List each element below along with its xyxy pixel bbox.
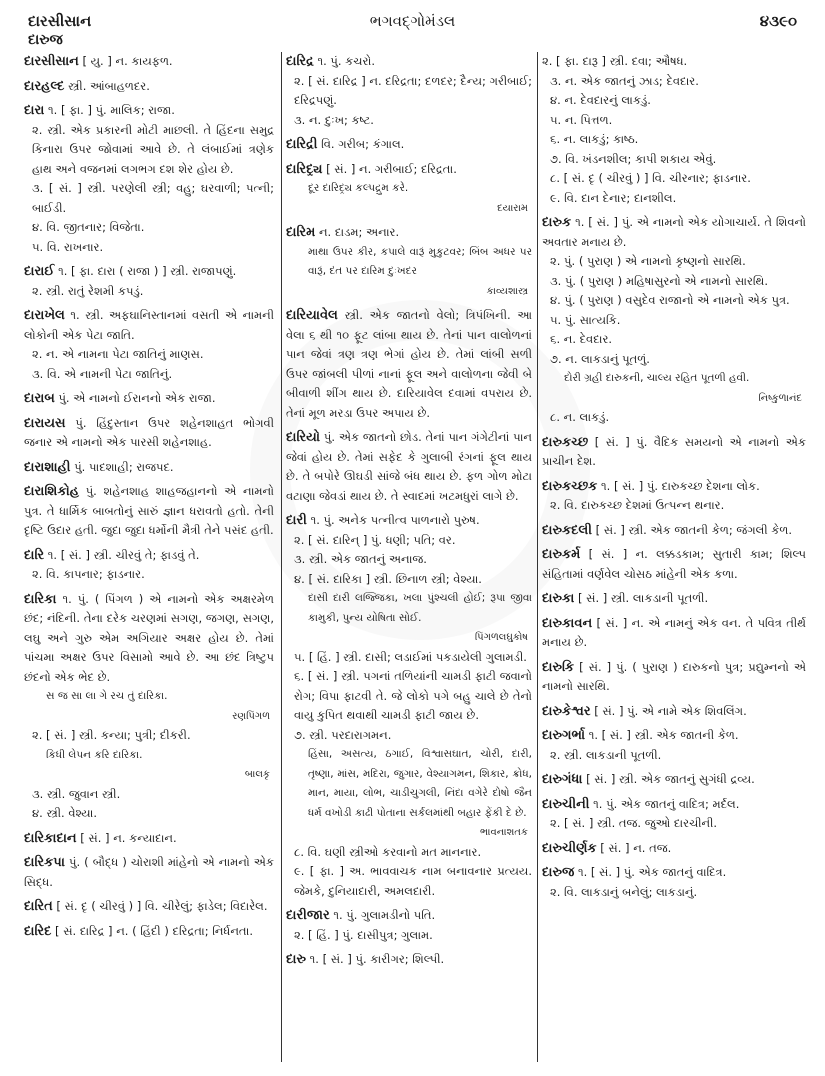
entry-sense — [542, 477, 806, 497]
entry-sense — [286, 906, 532, 926]
entry-sense — [24, 77, 274, 97]
dictionary-entry — [24, 897, 274, 917]
entry-sense — [24, 922, 274, 942]
entry-sense: ૩. સ્ત્રી. જુવાન સ્ત્રી. — [32, 786, 121, 801]
book-title: ભગવદ્ગોમંડલ — [369, 12, 456, 30]
headword: દારિત — [24, 899, 53, 914]
entry-sense — [24, 365, 274, 385]
definition-text: ૩. સ્ત્રી. એક જાતનું અનાજ. — [294, 552, 427, 566]
entry-sense — [542, 863, 806, 883]
definition-text: ૧. પું. એક જાતનું વાદિત્ર; મર્દલ. — [593, 796, 740, 811]
headword: દારિયાવેલ — [286, 308, 338, 323]
dictionary-entry — [24, 546, 274, 585]
quotation — [24, 687, 274, 707]
definition-text: ૧. [ સં. ] પું. એ નામનો એક યોગાચાર્ય. તે શિવનો અવતાર મનાય છે. — [542, 215, 806, 249]
column-1 — [24, 52, 274, 1064]
definition-text: ૫. પું. સાત્યકિ. — [550, 312, 621, 327]
headword: દારિ — [24, 547, 45, 563]
quotation-text: કિધી લેપન કરિ દારિકા. — [46, 748, 143, 761]
column-divider — [537, 52, 538, 1062]
headword: દારિયો — [286, 430, 321, 445]
dictionary-entry — [286, 135, 532, 155]
definition-text: ૨. વિ. કાપનાર; ફાડનાર. — [32, 567, 145, 581]
dictionary-entry — [542, 52, 806, 208]
definition-text: ૧. પું. કચરો. — [317, 54, 375, 68]
entry-sense — [286, 72, 532, 111]
dictionary-entry — [24, 482, 274, 541]
definition-text: ૮. [ સં. દૃ ( ચીરવું ) ] વિ. ચીરનાર; ફાડનાર. — [550, 171, 751, 185]
entry-sense — [542, 150, 806, 170]
headword: દારુકેશ્વર — [542, 703, 591, 719]
entry-sense — [24, 345, 274, 365]
entry-sense — [542, 814, 806, 834]
entry-sense: ૯. [ ફા. ] અ. ભાવવાચક નામ બનાવનાર પ્રત્યય. જેમકે, દુનિયાદારી, અમલદારી. — [294, 864, 532, 898]
definition-text: [ સં. ] ન. તજ. — [600, 840, 672, 855]
quotation-source: રણપિંગળ — [232, 710, 270, 722]
headword: દારાખેલ — [24, 308, 65, 323]
quotation-source: બાલકૃ — [244, 769, 270, 780]
dictionary-entry — [24, 853, 274, 892]
definition-text: ૭. ન. લાકડાનું પૂતળું. — [550, 351, 650, 366]
dictionary-entry — [542, 614, 806, 653]
entry-sense — [286, 111, 532, 131]
column-divider — [281, 52, 282, 1062]
definition-text: [ સં. ] પું. એ નામે એક શિવલિંગ. — [594, 703, 747, 718]
headword: દારિદ્રી — [286, 137, 318, 152]
entry-sense — [542, 545, 806, 584]
headword: દારિકાદાન — [24, 830, 77, 846]
definition-text: ૧. [ ફા. દારા ( રાજા ) ] સ્ત્રી. રાજાપણું. — [58, 264, 237, 278]
definition-text: ૩. વિ. એ નામની પેટા જાતિનું. — [32, 366, 173, 381]
dictionary-entry — [542, 521, 806, 541]
entry-sense — [286, 428, 532, 506]
definition-text: પું. ( બૌદ્ધ ) ચોરાશી માંહેનો એ નામનો એક સિદ્ધ. — [24, 855, 275, 889]
definition-text: પું. એક જાતનો છોડ. તેનાં પાન ગંગેટીનાં પાન જેવાં હોય છે. તેમાં સફેદ કે ગુલાબી રંગનાં ફૂલ થાય છે. તે બપોરે ઊઘડી સાંજે બંધ થાય છે. ફળ ગોળ મોટા વટાણા જેવડાં થાય છે. તે સ્વાદમાં ખટમધુરાં લાગે છે. — [286, 430, 532, 503]
dictionary-entry — [542, 702, 806, 722]
definition-text: પું. શહેનશાહ શાહજહાનનો એ નામનો પુત્ર. તે ધાર્મિક બાબતોનું સારું જ્ઞાન ધરાવતો હતો. તેની દૃષ્ટિ ઉદાર હતી. જુદા જુદા ધર્મોની મૈત્રી તેને પસંદ હતી. — [24, 484, 274, 537]
definition-text: ૨. સ્ત્રી. લાકડાની પૂતળી. — [550, 747, 662, 762]
quotation-source: દયારામ — [497, 202, 528, 214]
definition-text: ૨. [ સં. દારિન્ ] પું. ધણી; પતિ; વર. — [294, 532, 456, 547]
entry-sense — [542, 496, 806, 516]
definition-text: [ સં. ] પું. ( પુરાણ ) દારુકનો પુત્ર; પ્રદ્યુમ્નનો એ નામનો સારથિ. — [542, 659, 807, 693]
entry-sense — [286, 223, 532, 243]
entry-sense — [24, 853, 274, 892]
entry-sense — [542, 521, 806, 541]
entry-sense — [24, 897, 274, 917]
definition-text: [ સં. ] ન. એ નામનું એક વન. તે પવિત્ર તીર્થ મનાય છે. — [542, 615, 806, 649]
entry-sense — [286, 52, 532, 72]
headword: દારસીસાન — [24, 54, 79, 69]
headword: દારુક — [542, 215, 572, 230]
entry-sense — [24, 52, 274, 72]
headword: દારુકિ — [542, 659, 575, 675]
definition-text: ૪. ન. દેવદારનું લાકડું. — [550, 93, 651, 107]
entry-sense — [542, 433, 806, 472]
headword: દારુ — [286, 952, 306, 967]
entry-sense — [542, 883, 806, 903]
entry-sense — [24, 546, 274, 566]
headword: દારિદ — [24, 923, 52, 939]
entry-sense — [24, 282, 274, 302]
entry-sense — [24, 482, 274, 541]
definition-text: વિ. ગરીબ; કંગાલ. — [321, 137, 405, 151]
definition-text: ૨. સ્ત્રી. એક પ્રકારની મોટી માછલી. તે હિંદના સમુદ્ર કિનારા ઉપર જોવામાં આવે છે. તે લંબાઈમાં ત્રણેક હાથ અને વજનમાં લગભગ દશ શેર હોય છે. — [32, 122, 274, 176]
dictionary-entry — [24, 306, 274, 384]
entry-sense — [542, 746, 806, 766]
headword: દારિકપા — [24, 855, 65, 870]
entry-sense: ૨. [ સં. ] સ્ત્રી. કન્યા; પુત્રી; દીકરી. — [32, 728, 191, 742]
definition-text: ૭. વિ. ખંડનશીલ; કાપી શકાય એવું. — [550, 151, 717, 166]
entry-sense: ૪. સ્ત્રી. વેશ્યા. — [32, 806, 98, 820]
dictionary-entry — [24, 389, 274, 409]
entry-sense — [286, 306, 532, 423]
entry-sense — [542, 658, 806, 697]
headword: દારાઈ — [24, 264, 55, 279]
definition-text: [ સં. ] પું. વૈદિક સમયનો એ નામનો એક પ્રાચીન દેશ. — [542, 434, 807, 468]
definition-text: પું. પાદશાહી; રાજપદ. — [74, 459, 174, 474]
entry-sense — [542, 272, 806, 292]
dictionary-entry — [542, 863, 806, 902]
dictionary-entry — [24, 262, 274, 301]
definition-text: ૧. [ સં. ] સ્ત્રી. એક જાતની કેળ. — [588, 728, 739, 742]
definition-text: સ્ત્રી. એક જાતનો વેલો; ત્રિપંખિની. આ વેલા ૬ થી ૧૦ ફૂટ લાંબા થાય છે. તેનાં પાન વાલોળનાં પાન જેવાં ત્રણ ત્રણ ભેગાં હોય છે. તેમાં લાંબી સળી ઉપર જાંબલી પીળાં નાનાં ફૂલ અને વાલોળના જેવી બે બીવાળી શીંગ થાય છે. દારિયાવેલ દવામાં વપરાય છે. તેનાં મૂળ મરડા ઉપર અપાય છે. — [286, 308, 532, 420]
entry-sense — [24, 218, 274, 238]
dictionary-entry — [542, 545, 806, 584]
dictionary-entry — [24, 414, 274, 453]
entry-sense — [286, 926, 532, 946]
headword: દારુજ — [542, 865, 575, 880]
quotation-text: સ જ સા લા ગે રચ તું દારિકા. — [46, 690, 168, 702]
definition-text: ૨. [ સં. દારિદ્ર ] ન. દરિદ્રતા; દળદર; દૈન્ય; ગરીબાઈ; દરિદ્રપણું. — [294, 73, 532, 107]
entry-sense — [24, 179, 274, 218]
dictionary-entry — [24, 829, 274, 849]
definition-text: [ સં. ] ન. લક્કડકામ; સુતારી કામ; શિલ્પ સંહિતામાં વર્ણવેલ ચોસઠ માંહેની એક કળા. — [542, 547, 807, 581]
dictionary-entry — [24, 458, 274, 478]
definition-text: ૪. પું. ( પુરાણ ) વસુદેવ રાજાનો એ નામનો એક પુત્ર. — [550, 293, 790, 307]
entry-sense — [542, 770, 806, 790]
definition-text: ૬. ન. લાકડું; કાષ્ઠ. — [550, 132, 639, 146]
definition-text: ૧. પું. ગુલામડીનો પતિ. — [333, 908, 436, 922]
entry-sense — [542, 130, 806, 150]
definition-text: ૨. પું. ( પુરાણ ) એ નામનો કૃષ્ણનો સારથિ. — [550, 254, 746, 268]
headword: દારુકા — [542, 591, 575, 606]
entry-sense — [542, 252, 806, 272]
entry-sense — [24, 262, 274, 282]
headword: દારુચીની — [542, 796, 590, 812]
definition-text: ૧. સ્ત્રી. અફઘાનિસ્તાનમાં વસતી એ નામની લોકોની એક પેટા જાતિ. — [24, 308, 275, 342]
entry-sense — [542, 91, 806, 111]
dictionary-entry — [286, 906, 532, 945]
headword: દારિદ્ર્ય — [286, 161, 323, 177]
dictionary-entry — [24, 101, 274, 257]
quotation-source: નિષ્કુળાનંદ — [758, 392, 802, 404]
headword: દારાયસ — [24, 415, 66, 431]
headword: દારુગંધા — [542, 772, 583, 787]
headword: દારુકદલી — [542, 522, 592, 538]
definition-text: [ સં. ] સ્ત્રી. લાકડાની પૂતળી. — [578, 591, 709, 605]
dictionary-entry — [542, 477, 806, 516]
definition-text: ૩. પું. ( પુરાણ ) મહિષાસુરનો એ નામનો સારથિ. — [550, 273, 768, 288]
quotation-text: માથા ઉપર કીર, કપાલે વારૂં મુકુટવર; બિંબ અધર પર વારૂં, દંત પર દારિમ દુઃખદર — [308, 245, 532, 277]
headword: દારિકા — [24, 591, 57, 607]
definition-text: ૧. [ સં. ] સ્ત્રી. ચીરવું તે; ફાડવું તે. — [47, 547, 200, 562]
definition-text: પું. એ નામનો ઈરાનનો એક રાજા. — [58, 391, 216, 405]
headword: દારહલ્દ — [24, 78, 65, 94]
dictionary-entry — [24, 52, 274, 72]
entry-sense: ૬. [ સં. ] સ્ત્રી. પગનાં તળિયાંની ચામડી ફાટી જવાનો રોગ; વિપા ફાટવી તે. જે લોકો પગે બહુ ચાલે છે તેનો વાયુ કુપિત થવાથી ચામડી ફાટી જાય છે. — [294, 669, 532, 722]
definition-text: [ સં. ] ન. ગરીબાઈ; દરિદ્રતા. — [326, 161, 457, 176]
entry-sense — [286, 531, 532, 551]
definition-text: ૨. [ ફા. દારૂ ] સ્ત્રી. દવા; ઔષધ. — [542, 54, 688, 68]
entry-sense — [24, 458, 274, 478]
entry-sense — [542, 839, 806, 859]
headword: દારા — [24, 103, 45, 118]
quotation — [286, 745, 532, 823]
entry-sense — [286, 160, 532, 180]
definition-text: ૩. ન. એક જાતનું ઝાડ; દેવદાર. — [550, 73, 699, 88]
definition-text: ૧. [ સં. ] પું. કારીગર; શિલ્પી. — [309, 952, 445, 966]
dictionary-entry — [286, 428, 532, 506]
column-3 — [542, 52, 806, 1064]
dictionary-entry — [286, 160, 532, 219]
dictionary-entry — [286, 223, 532, 301]
definition-text: ૨. [ હિં. ] પું. દાસીપુત્ર; ગુલામ. — [294, 927, 433, 942]
quotation-text: દૂર દારિદ્ર્ય કલ્પદ્રુમ કરે. — [308, 182, 409, 194]
dictionary-entry — [542, 589, 806, 609]
entry-sense — [286, 570, 532, 590]
column-2 — [286, 52, 532, 1064]
entry-sense — [542, 189, 806, 209]
dictionary-entry — [542, 726, 806, 765]
definition-text: ન. દાડમ; અનાર. — [318, 225, 400, 239]
entry-sense — [542, 311, 806, 331]
dictionary-columns — [24, 52, 809, 1064]
entry-sense — [24, 121, 274, 180]
entry-sense — [542, 350, 806, 370]
entry-sense — [24, 829, 274, 849]
quotation — [286, 243, 532, 282]
definition-text: [ સં. દારિદ્ર ] ન. ( હિંદી ) દરિદ્રતા; નિર્ધનતા. — [55, 923, 253, 938]
headword: દારી — [286, 513, 307, 528]
dictionary-entry — [286, 52, 532, 130]
quotation-text: હિંસા, અસત્ય, ઠગાઈ, વિશ્વાસઘાત, ચોરી, દારી, તૃષ્ણા, માંસ, મદિરા, જુગાર, વેશ્યાગમન, શિકાર, ક્રોધ, માન, માયા, લોભ, ચાડીચુગલી, નિંદા વગેરે દોષો જૈન ધર્મ વખોડી કાઢી પોતાના સર્કલમાંથી બહાર ફેંકી દે છે. — [308, 748, 532, 819]
headword: દારાશિકોહ — [24, 484, 79, 499]
definition-text: ૯. વિ. દાન દેનાર; દાનશીલ. — [550, 190, 677, 205]
dictionary-entry — [24, 922, 274, 942]
entry-sense: ૫. [ હિં. ] સ્ત્રી. દાસી; લડાઈમાં પકડાયેલી ગુલામડી. — [294, 649, 527, 664]
entry-sense: ૮. વિ. ઘણી સ્ત્રીઓ કરવાનો મત માનનાર. — [294, 844, 482, 859]
quotation-source: ભાવનાશતક — [480, 827, 528, 838]
entry-sense — [542, 72, 806, 92]
dictionary-entry — [286, 511, 532, 901]
definition-text: ૨. વિ. લાકડાનું બનેલું; લાકડાનું. — [550, 884, 698, 899]
entry-sense — [24, 565, 274, 585]
definition-text: ૩. [ સં. ] સ્ત્રી. પરણેલી સ્ત્રી; વહુ; ઘરવાળી; પત્ની; બાઈડી. — [32, 181, 274, 215]
entry-sense — [286, 511, 532, 531]
headword: દારાશાહી — [24, 459, 71, 475]
definition-text: ૧. પું. ( પિંગળ ) એ નામનો એક અક્ષરમેળ છંદ; નંદિની. તેના દરેક ચરણમાં સગણ, જગણ, સગણ, લઘુ અને ગુરુ એમ અગિયાર અક્ષર હોય છે. તેમાં પાંચમા અક્ષર ઉપર વિસામો આવે છે. આ છંદ ત્રિષ્ટુપ છંદનો એક ભેદ છે. — [24, 591, 274, 684]
headword: દારુકાવન — [542, 615, 593, 631]
headword: દારીજાર — [286, 908, 330, 923]
headword: દારુકચ્છક — [542, 478, 598, 494]
entry-sense — [542, 795, 806, 815]
definition-text: ૧. પું. અનેક પત્નીત્વ પાળનારો પુરુષ. — [310, 513, 480, 527]
definition-text: [ સં. ] સ્ત્રી. એક જાતનું સુગંધી દ્રવ્ય. — [586, 772, 755, 786]
definition-text: ૩. ન. દુઃખ; કષ્ટ. — [294, 112, 374, 127]
entry-sense — [542, 726, 806, 746]
entry-sense — [542, 213, 806, 252]
definition-text: ૫. વિ. રાખનાર. — [32, 239, 104, 254]
dictionary-entry — [286, 306, 532, 423]
entry-sense: ૮. ન. લાકડું. — [550, 410, 610, 424]
quotation-text: દોરી ગ્રહી દારુકની, ચાલ્ય રહિત પૂતળી હવી. — [564, 372, 750, 384]
headword: દારુગર્ભા — [542, 728, 586, 743]
entry-sense — [24, 306, 274, 345]
quotation — [286, 589, 532, 628]
definition-text: ૬. ન. દેવદાર. — [550, 332, 613, 346]
dictionary-entry — [286, 950, 532, 970]
entry-sense — [24, 238, 274, 258]
dictionary-entry — [542, 770, 806, 790]
entry-sense — [24, 590, 274, 688]
dictionary-entry — [24, 77, 274, 97]
running-head — [28, 12, 797, 34]
quotation-text: દાસી દારી લજ્જિકા, ખલા પુંશ્ચલી હોઈ; રૂપા જીવા કામુકી, પુન્ય યોષિતા સોઈ. — [308, 592, 532, 624]
dictionary-entry — [542, 839, 806, 859]
definition-text: ૪. વિ. જીતનાર; વિજેતા. — [32, 220, 145, 234]
entry-sense — [542, 111, 806, 131]
page-number: ૪૩૯૦ — [759, 12, 797, 30]
entry-sense — [542, 52, 806, 72]
definition-text: [ સં. ] સ્ત્રી. એક જાતની કેળ; જંગલી કેળ. — [595, 522, 793, 537]
definition-text: સ્ત્રી. આંબાહળદર. — [68, 78, 150, 93]
dictionary-entry — [542, 658, 806, 697]
entry-sense — [286, 550, 532, 570]
headword: દારુચીર્ણક — [542, 840, 597, 856]
definition-text: પું. હિંદુસ્તાન ઉપર શહેનશાહત ભોગવી જનાર એ નામનો એક પારસી શહેનશાહ. — [24, 415, 274, 449]
left-guideword-sub: દારુજ — [28, 32, 63, 48]
definition-text: [ સં. ] ન. કન્યાદાન. — [80, 830, 177, 845]
definition-text: ૨. સ્ત્રી. રાતું રેશમી કપડું. — [32, 283, 144, 298]
quotation — [542, 369, 806, 389]
quotation-source: કાવ્યશાસ્ત્ર — [486, 285, 528, 297]
definition-text: ૧. [ ફા. ] પું. માલિક; રાજા. — [48, 103, 175, 117]
left-guideword: દારસીસાન — [28, 12, 92, 30]
entry-sense — [542, 291, 806, 311]
headword: દારિદ્ર — [286, 54, 314, 69]
definition-text: ૨. [ સં. ] સ્ત્રી. તજ. જુઓ દારચીની. — [550, 816, 718, 830]
entry-sense: ૭. સ્ત્રી. પરદારાગમન. — [294, 727, 392, 742]
entry-sense — [542, 702, 806, 722]
definition-text: ૧. [ સં. ] પું. દારુકચ્છ દેશના લોક. — [601, 478, 760, 493]
entry-sense — [542, 169, 806, 189]
definition-text: ૪. [ સં. દારિકા ] સ્ત્રી. છિનાળ સ્ત્રી; વેશ્યા. — [294, 571, 482, 586]
headword: દારુકચ્છ — [542, 434, 589, 450]
dictionary-entry — [24, 590, 274, 824]
definition-text: ૫. ન. પિત્તળ. — [550, 112, 613, 127]
entry-sense — [542, 614, 806, 653]
quotation-source: પિંગળલઘુકોષ — [474, 632, 528, 643]
entry-sense — [24, 414, 274, 453]
definition-text: ૧. [ સં. ] પું. એક જાતનું વાદિત્ર. — [577, 865, 727, 879]
definition-text: [ યુ. ] ન. કાયફળ. — [82, 54, 173, 68]
headword: દારાબ — [24, 391, 55, 406]
entry-sense — [542, 589, 806, 609]
definition-text: [ સં. દૃ ( ચીરવું ) ] વિ. ચીરેલું; ફાડેલ; વિદારેલ. — [56, 899, 268, 913]
entry-sense — [542, 330, 806, 350]
quotation — [24, 746, 274, 766]
definition-text: ૨. ન. એ નામના પેટા જાતિનું માણસ. — [32, 347, 204, 361]
entry-sense — [286, 135, 532, 155]
entry-sense — [24, 389, 274, 409]
quotation — [286, 179, 532, 199]
definition-text: ૨. વિ. દારુકચ્છ દેશમાં ઉત્પન્ન થનાર. — [550, 498, 725, 512]
dictionary-entry — [542, 433, 806, 472]
entry-sense — [24, 101, 274, 121]
dictionary-entry — [542, 795, 806, 834]
headword: દારુકર્મ — [542, 547, 581, 562]
headword: દારિમ — [286, 225, 316, 240]
dictionary-entry — [542, 213, 806, 428]
entry-sense — [286, 950, 532, 970]
